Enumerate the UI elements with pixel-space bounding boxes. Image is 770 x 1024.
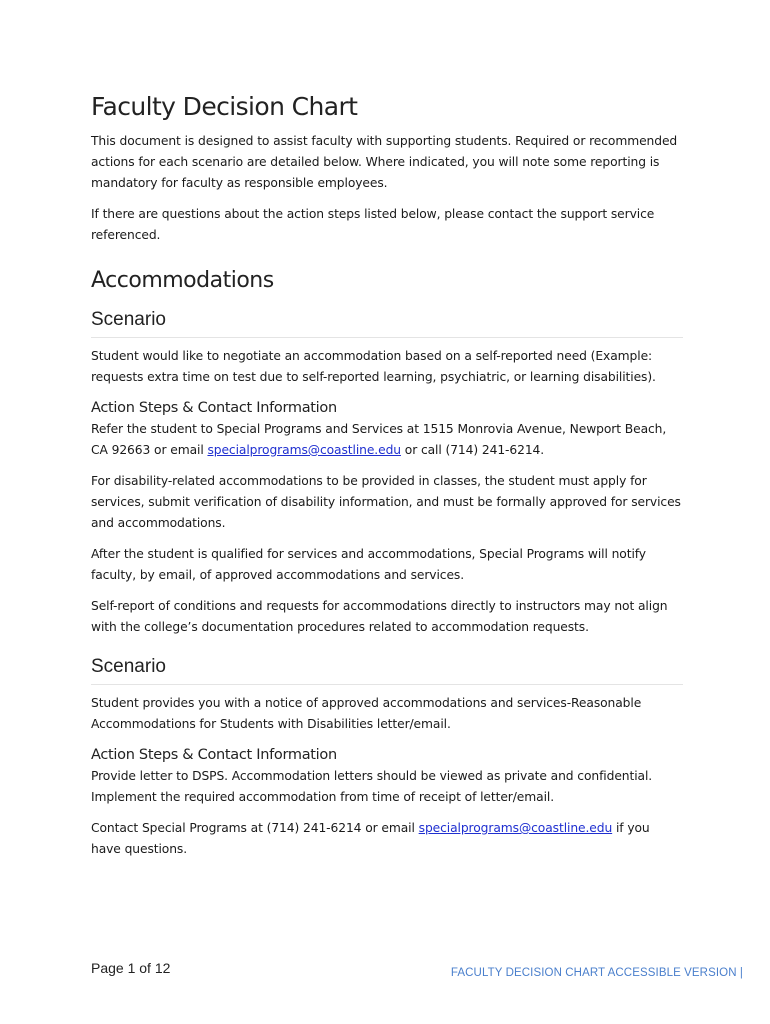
intro-paragraph-2: If there are questions about the action steps listed below, please contact the support service referenced. (91, 207, 655, 242)
scenario-1-action-heading: Action Steps & Contact Information (91, 400, 337, 416)
section-title-accommodations: Accommodations (91, 268, 274, 293)
document-body (91, 92, 683, 870)
footer-page-number: Page 1 of 12 (91, 960, 171, 976)
scenario-2-action-paragraph-2 (91, 818, 683, 860)
page-title: Faculty Decision Chart (91, 92, 358, 121)
scenario-1-action-paragraph-3: After the student is qualified for services and accommodations, Special Programs will notify faculty, by email, of approved accommodations and services. (91, 547, 646, 582)
email-link[interactable]: specialprograms@coastline.edu (418, 821, 613, 835)
text-span: Refer the student to Special Programs and Services at 1515 Monrovia Avenue, Newport Beach, CA 92663 or email (91, 422, 667, 457)
text-span: if you have questions. (91, 821, 650, 856)
scenario-1-action-paragraph-2: For disability-related accommodations to be provided in classes, the student must apply for services, submit verification of disability information, and must be formally approved for services and accommodations. (91, 474, 681, 530)
scenario-2-description: Student provides you with a notice of approved accommodations and services-Reasonable Accommodations for Students with Disabilities letter/email. (91, 696, 642, 731)
text-span: or call (714) 241-6214. (400, 443, 545, 457)
scenario-1-action-paragraph-1 (91, 419, 683, 461)
scenario-2-heading: Scenario (91, 656, 683, 685)
scenario-1-description: Student would like to negotiate an accommodation based on a self-reported need (Example: requests extra time on test due to self-reported learning, psychiatric, or learning disabilities). (91, 349, 656, 384)
email-link[interactable]: specialprograms@coastline.edu (207, 443, 401, 457)
scenario-2-action-heading: Action Steps & Contact Information (91, 747, 337, 763)
scenario-2-action-paragraph-1: Provide letter to DSPS. Accommodation letters should be viewed as private and confidential. Implement the required accommodation from time of receipt of letter/email. (91, 769, 653, 804)
text-span: Contact Special Programs at (714) 241-6214 or email (91, 821, 419, 835)
footer-document-title: FACULTY DECISION CHART ACCESSIBLE VERSION | (450, 967, 743, 979)
intro-paragraph-1: This document is designed to assist faculty with supporting students. Required or recommended actions for each scenario are detailed below. Where indicated, you will note some reporting is mandatory for faculty as responsible employees. (91, 134, 678, 190)
scenario-1-action-paragraph-4: Self-report of conditions and requests for accommodations directly to instructors may not align with the college’s documentation procedures related to accommodation requests. (91, 599, 668, 634)
scenario-1-heading: Scenario (91, 309, 683, 338)
